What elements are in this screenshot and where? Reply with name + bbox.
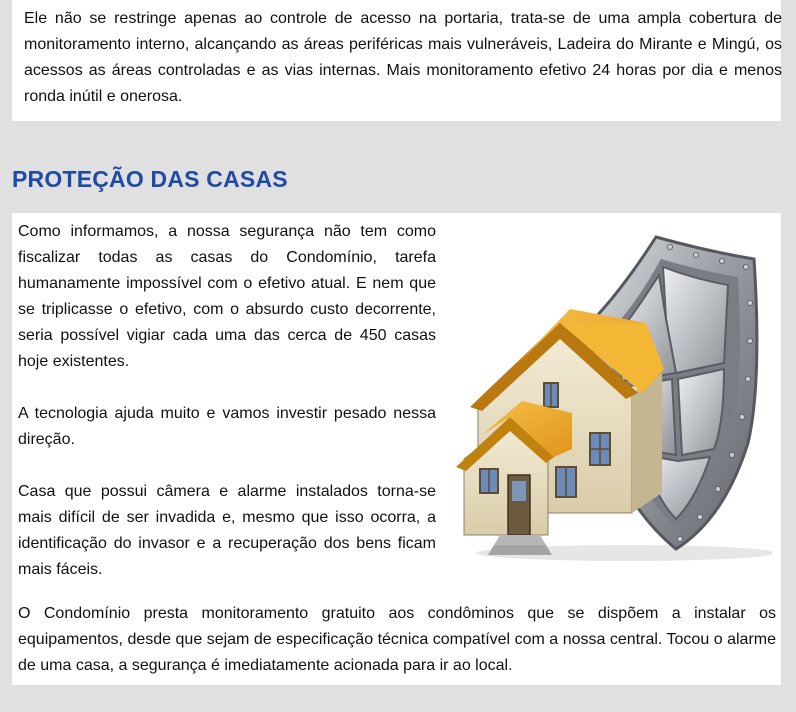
section-title: PROTEÇÃO DAS CASAS: [12, 166, 288, 192]
section-paragraph: Como informamos, a nossa segurança não tem como fiscalizar todas as casas do Condomínio, tarefa humanamente impossível com o efetivo atual. E nem que se triplicasse o efetivo, com o absurdo custo decorrente, seria possível vigiar cada uma das cerca de 450 casas hoje existentes.: [18, 223, 436, 370]
section-paragraph: A tecnologia ajuda muito e vamos investir pesado nessa direção.: [18, 405, 436, 448]
intro-panel: [12, 0, 781, 121]
section-closing-paragraph: O Condomínio presta monitoramento gratuito aos condôminos que se dispõem a instalar os equipamentos, desde que sejam de especificação técnica compatível com a nossa central. Tocou o alarme de uma casa, a segurança é imediatamente acionada para ir ao local.: [18, 605, 776, 674]
section-left-column: [18, 219, 436, 583]
house-with-shield-icon: [456, 223, 772, 561]
section-paragraph: Casa que possui câmera e alarme instalados torna-se mais difícil de ser invadida e, mesmo que isso ocorra, a identificação do invasor e a recuperação dos bens ficam mais fáceis.: [18, 483, 436, 578]
section-panel: [12, 213, 781, 685]
intro-paragraph: Ele não se restringe apenas ao controle de acesso na portaria, trata-se de uma ampla cobertura de monitoramento interno, alcançando as áreas periféricas mais vulneráveis, Ladeira do Mirante e Mingú, os acessos as áreas controladas e as vias internas. Mais monitoramento efetivo 24 horas por dia e menos ronda inútil e onerosa.: [24, 10, 782, 105]
